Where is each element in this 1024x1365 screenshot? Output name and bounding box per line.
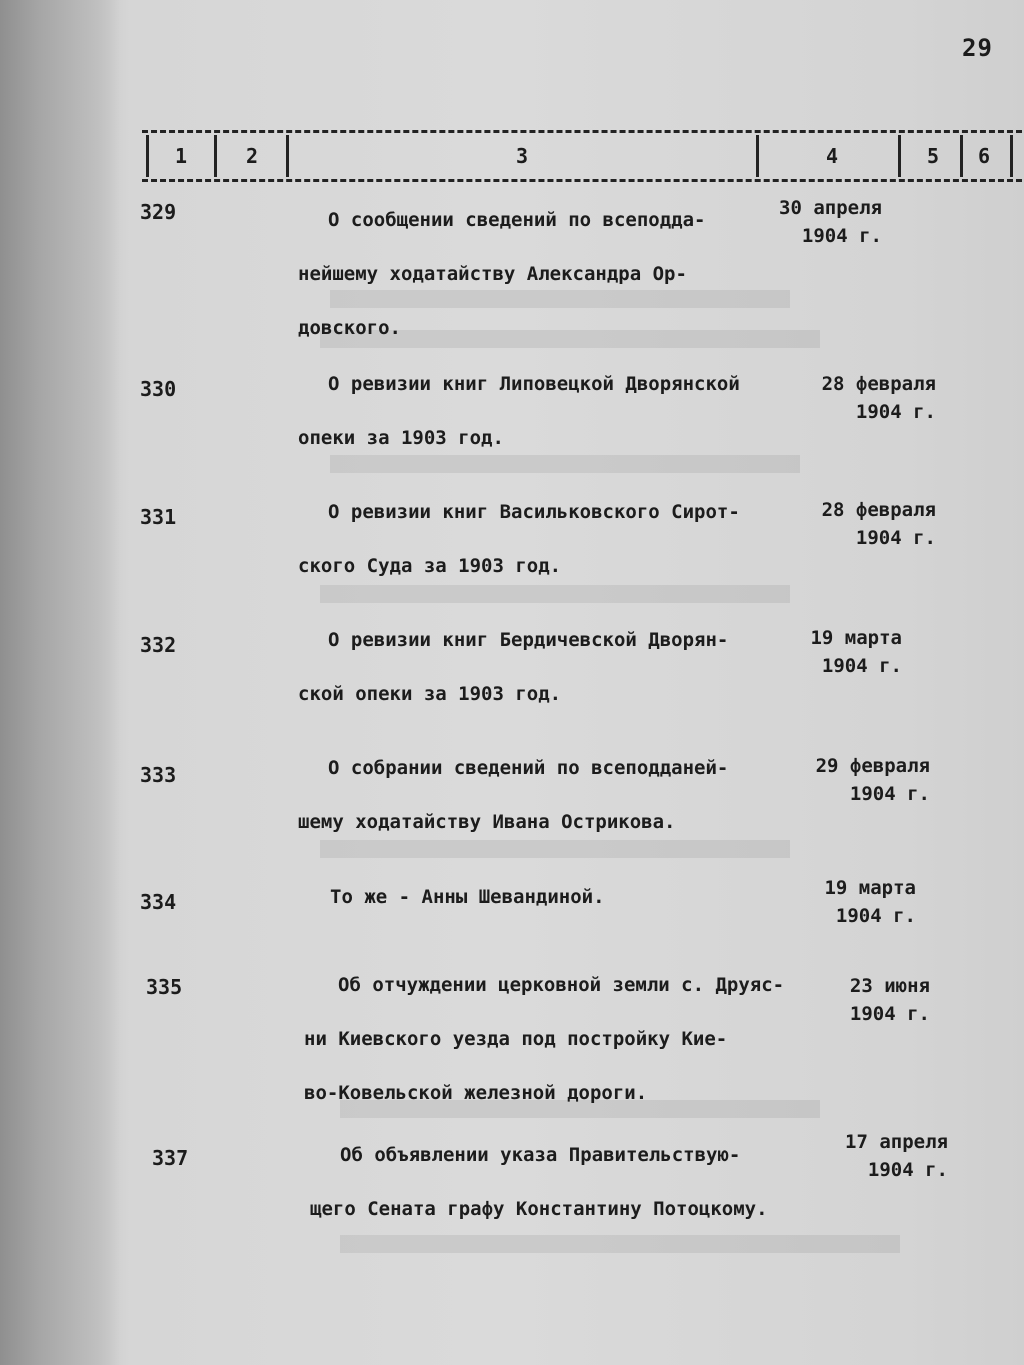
header-col-5: 5 [926,144,940,168]
entry-date [770,972,930,1028]
entry-text-line: О собрании сведений по всеподданей- [328,757,729,779]
entry-text-line: ни Киевского уезда под постройку Кие- [304,1028,728,1050]
entry-text-line: во-Ковельской железной дороги. [304,1082,648,1104]
entry-description [310,1128,810,1236]
show-through-mark [340,1235,900,1253]
entry-date [742,624,902,680]
entry-date [756,874,916,930]
entry-number: 331 [140,505,177,529]
entry-date-day: 30 апреля [779,197,882,219]
page-number: 29 [962,34,993,62]
entry-text-line: Об объявлении указа Правительствую- [340,1144,741,1166]
entry-date-year: 1904 г. [867,1159,948,1181]
entry-number: 329 [140,200,177,224]
entry-number: 337 [152,1146,189,1170]
entry-description [304,958,804,1120]
entry-date-year: 1904 г. [849,1003,930,1025]
entry-date-day: 23 июня [849,975,930,997]
entry-date-year: 1904 г. [849,783,930,805]
column-separator [214,135,217,177]
entry-number: 335 [146,975,183,999]
entry-date [770,752,930,808]
entry-date [776,496,936,552]
entry-date-day: 17 апреля [845,1131,948,1153]
entry-description [298,741,798,849]
entry-description [298,870,798,924]
entry-date-day: 28 февраля [821,499,936,521]
entry-date [776,370,936,426]
entry-text-line: ской опеки за 1903 год. [298,683,562,705]
column-separator [960,135,963,177]
entry-date-day: 19 марта [810,627,902,649]
entry-date-day: 19 марта [824,877,916,899]
header-col-6: 6 [977,144,991,168]
entry-description [298,613,798,721]
header-col-1: 1 [174,144,188,168]
entry-text-line: То же - Анны Шевандиной. [330,886,605,908]
entry-date-year: 1904 г. [855,527,936,549]
entry-text-line: О сообщении сведений по всепoдда- [328,209,706,231]
entry-number: 332 [140,633,177,657]
entry-text-line: О ревизии книг Васильковского Сирот- [328,501,740,523]
entry-text-line: О ревизии книг Бердичевской Дворян- [328,629,729,651]
entry-text-line: щего Сената графу Константину Потоцкому. [310,1198,768,1220]
entry-date-year: 1904 г. [855,401,936,423]
entry-text-line: шему ходатайству Ивана Острикова. [298,811,676,833]
entry-description [298,357,798,465]
entry-text-line: ского Суда за 1903 год. [298,555,562,577]
column-separator [898,135,901,177]
entry-date-year: 1904 г. [835,905,916,927]
entry-text-line: О ревизии книг Липовецкой Дворянской [328,373,740,395]
column-separator [146,135,149,177]
header-col-2: 2 [245,144,259,168]
entry-date-year: 1904 г. [821,655,902,677]
header-col-4: 4 [825,144,839,168]
entry-date-day: 28 февраля [821,373,936,395]
page-binding-shadow [0,0,120,1365]
entry-text-line: Об отчуждении церковной земли с. Друяс- [338,974,785,996]
column-separator [286,135,289,177]
entry-date [722,194,882,250]
entry-text-line: опеки за 1903 год. [298,427,504,449]
table-header-row [142,130,1022,182]
entry-text-line: нейшему ходатайству Александра Ор- [298,263,687,285]
column-separator [756,135,759,177]
entry-description [298,485,798,593]
entry-number: 334 [140,890,177,914]
entry-date-year: 1904 г. [801,225,882,247]
entry-date-day: 29 февраля [815,755,930,777]
header-col-3: 3 [515,144,529,168]
entry-date [788,1128,948,1184]
entry-number: 333 [140,763,177,787]
entry-text-line: довского. [298,317,401,339]
entry-number: 330 [140,377,177,401]
column-separator [1010,135,1013,177]
